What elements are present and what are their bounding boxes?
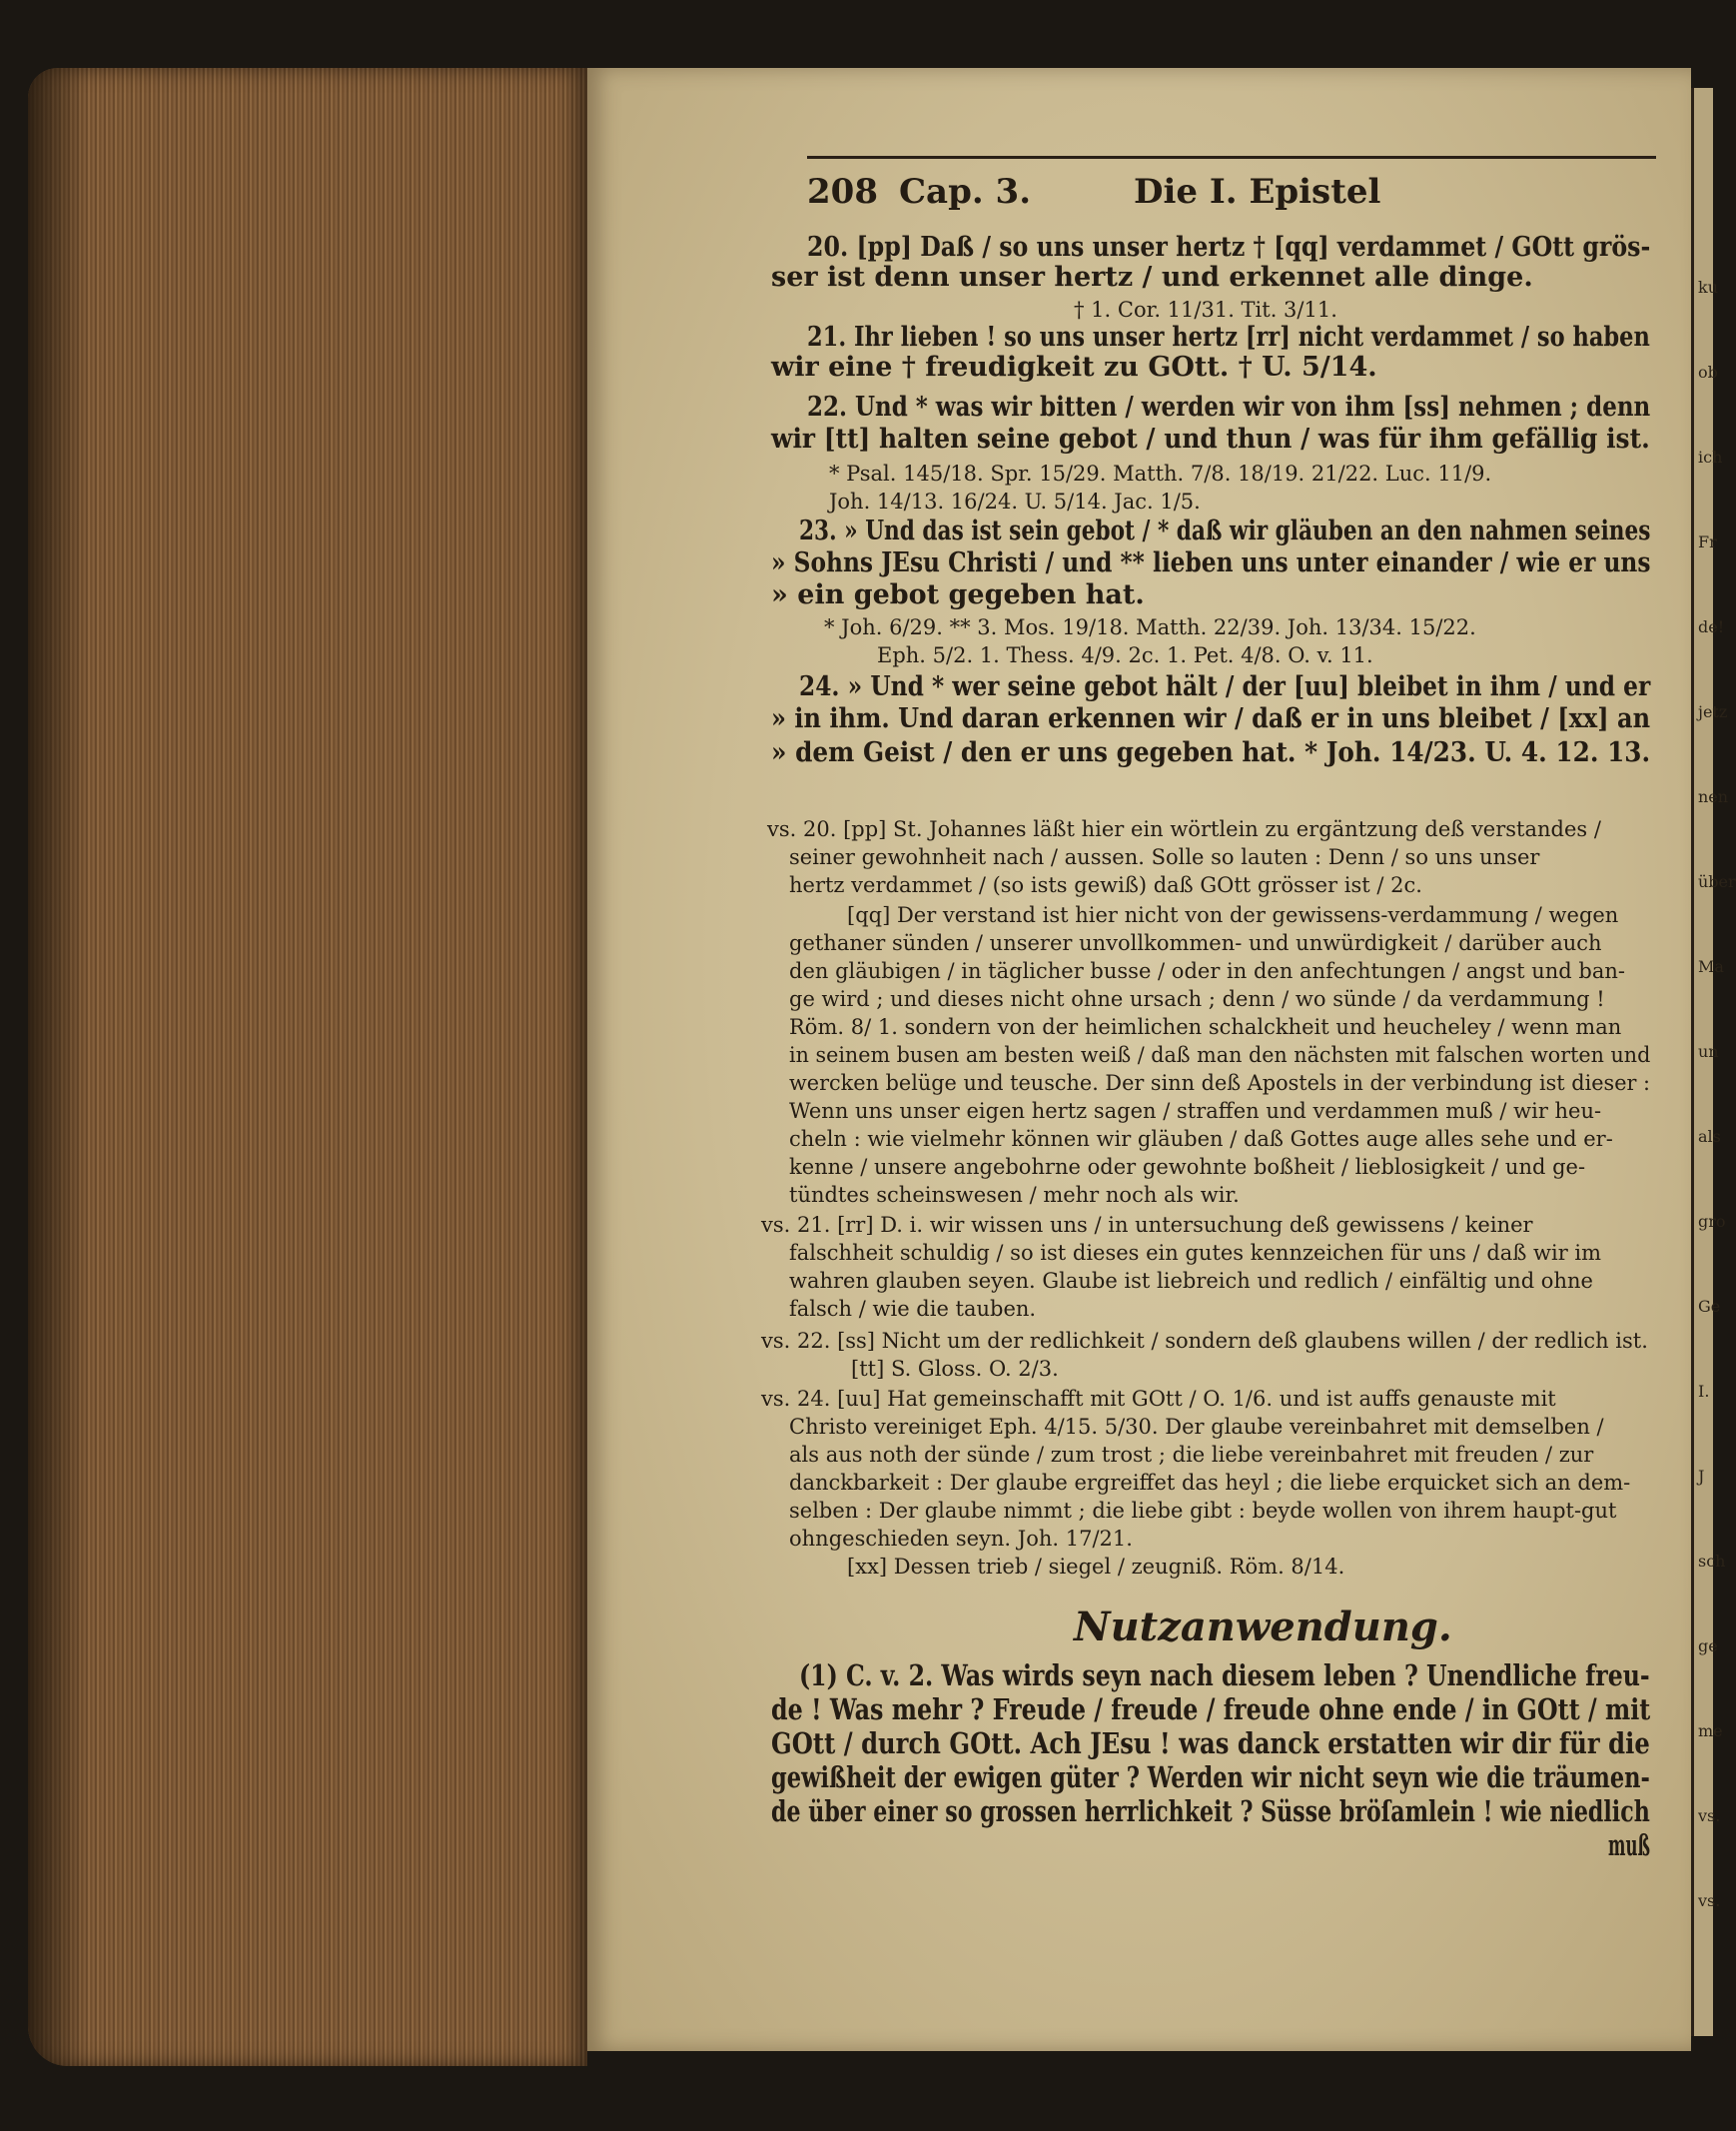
- section-title: Nutzanwendung.: [1074, 1603, 1452, 1650]
- commentary-line-25: selben : Der glaube nimmt ; die liebe gibt : beyde wollen von ihrem haupt-gut: [789, 1499, 1617, 1523]
- running-head: Die I. Epistel: [1134, 172, 1381, 212]
- verse-line-11: » Sohns JEsu Christi / und ** lieben uns unter einander / wie er uns: [771, 547, 1651, 578]
- commentary-line-7: ge wird ; und dieses nicht ohne ursach ; denn / wo sünde / da verdammung !: [789, 987, 1605, 1011]
- application-line-4: gewißheit der ewigen güter ? Werden wir nicht seyn wie die träumen-: [771, 1760, 1650, 1794]
- page-edge-stack: [28, 68, 587, 2066]
- commentary-line-4: [qq] Der verstand ist hier nicht von der gewissens-verdammung / wegen: [847, 903, 1619, 927]
- next-page-fragment: jetz: [1698, 702, 1728, 721]
- next-page-fragment: nen: [1698, 787, 1729, 806]
- verse-line-13: * Joh. 6/29. ** 3. Mos. 19/18. Matth. 22/39. Joh. 13/34. 15/22.: [824, 615, 1476, 639]
- commentary-line-13: kenne / unsere angebohrne oder gewohnte boßheit / lieblosigkeit / und ge-: [789, 1155, 1586, 1179]
- commentary-line-3: hertz verdammet / (so ists gewiß) daß GOtt grösser ist / 2c.: [789, 873, 1422, 897]
- next-page-fragment: ob: [1698, 363, 1718, 382]
- application-line-2: de ! Was mehr ? Freude / freude / freude ohne ende / in GOtt / mit: [771, 1692, 1651, 1726]
- next-page-fragment: ku: [1698, 278, 1718, 297]
- application-line-6: muß: [1608, 1828, 1650, 1862]
- verse-line-12: » ein gebot gegeben hat.: [771, 579, 1145, 610]
- next-page-fragment: Ma: [1698, 957, 1724, 976]
- commentary-line-19: vs. 22. [ss] Nicht um der redlichkeit / sondern deß glaubens willen / der redlich ist.: [761, 1329, 1648, 1353]
- application-line-5: de über einer so grossen herrlichkeit ? Süsse bröſamlein ! wie niedlich: [771, 1794, 1650, 1828]
- commentary-line-24: danckbarkeit : Der glaube ergreiffet das heyl ; die liebe erquicket sich an dem-: [789, 1471, 1631, 1495]
- next-page-fragment: als: [1698, 1127, 1721, 1146]
- commentary-line-17: wahren glauben seyen. Glaube ist liebreich und redlich / einfältig und ohne: [789, 1269, 1593, 1293]
- verse-line-10: 23. » Und das ist sein gebot / * daß wir gläuben an den nahmen seines: [799, 516, 1651, 546]
- next-page-fragment: ge: [1698, 1636, 1718, 1655]
- next-page-fragment: J: [1698, 1467, 1705, 1486]
- commentary-line-1: vs. 20. [pp] St. Johannes läßt hier ein wörtlein zu ergäntzung deß verstandes /: [767, 817, 1601, 841]
- commentary-line-21: vs. 24. [uu] Hat gemeinschafft mit GOtt / O. 1/6. und ist auffs genauste mit: [761, 1387, 1556, 1411]
- commentary-line-16: falschheit schuldig / so ist dieses ein gutes kennzeichen für uns / daß wir im: [789, 1241, 1602, 1265]
- commentary-line-6: den gläubigen / in täglicher busse / oder in den anfechtungen / angst und ban-: [789, 959, 1625, 983]
- next-page-fragment: über: [1698, 872, 1736, 891]
- verse-line-6: 22. Und * was wir bitten / werden wir von ihm [ss] nehmen ; denn: [807, 392, 1651, 423]
- commentary-line-23: als aus noth der sünde / zum trost ; die liebe vereinbahret mit freuden / zur: [789, 1443, 1594, 1467]
- next-page-fragment: I.: [1698, 1382, 1710, 1401]
- commentary-line-20: [tt] S. Gloss. O. 2/3.: [851, 1357, 1059, 1381]
- page-number: 208: [807, 172, 878, 212]
- verse-line-3: † 1. Cor. 11/31. Tit. 3/11.: [1074, 298, 1337, 322]
- next-page-strip: [1691, 88, 1736, 2036]
- header-rule: [807, 156, 1656, 159]
- verse-line-1: 20. [pp] Daß / so uns unser hertz † [qq] verdammet / GOtt grös-: [807, 232, 1651, 263]
- commentary-line-2: seiner gewohnheit nach / aussen. Solle so lauten : Denn / so uns unser: [789, 845, 1540, 869]
- next-page-fragment: sch: [1698, 1552, 1726, 1571]
- verse-line-16: » in ihm. Und daran erkennen wir / daß er in uns bleibet / [xx] an: [771, 703, 1651, 734]
- verse-line-15: 24. » Und * wer seine gebot hält / der [uu] bleibet in ihm / und er: [799, 671, 1651, 702]
- commentary-line-11: Wenn uns unser eigen hertz sagen / straffen und verdammen muß / wir heu-: [789, 1099, 1602, 1123]
- commentary-line-9: in seinem busen am besten weiß / daß man den nächsten mit falschen worten und: [789, 1043, 1651, 1067]
- verse-line-17: » dem Geist / den er uns gegeben hat. * Joh. 14/23. U. 4. 12. 13.: [771, 737, 1651, 768]
- commentary-line-14: tündtes scheinswesen / mehr noch als wir.: [789, 1183, 1240, 1207]
- verse-line-2: ser ist denn unser hertz / und erkennet alle dinge.: [771, 262, 1533, 293]
- commentary-line-15: vs. 21. [rr] D. i. wir wissen uns / in untersuchung deß gewissens / keiner: [761, 1213, 1533, 1237]
- commentary-line-26: ohngeschieden seyn. Joh. 17/21.: [789, 1527, 1133, 1551]
- verse-line-8: * Psal. 145/18. Spr. 15/29. Matth. 7/8. 18/19. 21/22. Luc. 11/9.: [829, 462, 1492, 486]
- next-page-fragment: me: [1698, 1721, 1723, 1740]
- commentary-line-27: [xx] Dessen trieb / siegel / zeugniß. Röm. 8/14.: [847, 1555, 1345, 1579]
- next-page-fragment: gro: [1698, 1212, 1726, 1231]
- verse-line-14: Eph. 5/2. 1. Thess. 4/9. 2c. 1. Pet. 4/8. O. v. 11.: [877, 643, 1373, 667]
- application-line-1: (1) C. v. 2. Was wirds seyn nach diesem leben ? Unendliche freu-: [799, 1658, 1650, 1692]
- verse-line-4: 21. Ihr lieben ! so uns unser hertz [rr] nicht verdammet / so haben: [807, 322, 1650, 353]
- commentary-line-5: gethaner sünden / unserer unvollkommen- und unwürdigkeit / darüber auch: [789, 931, 1602, 955]
- next-page-fragment: ich: [1698, 448, 1723, 467]
- next-page-fragment: vs.: [1698, 1806, 1721, 1825]
- next-page-fragment: Fr: [1698, 533, 1717, 551]
- commentary-line-22: Christo vereiniget Eph. 4/15. 5/30. Der glaube vereinbahret mit demselben /: [789, 1415, 1604, 1439]
- commentary-line-8: Röm. 8/ 1. sondern von der heimlichen schalckheit und heucheley / wenn man: [789, 1015, 1622, 1039]
- next-page-fragment: vs.: [1698, 1891, 1721, 1910]
- chapter-label: Cap. 3.: [899, 172, 1032, 212]
- verse-line-7: wir [tt] halten seine gebot / und thun / was für ihm gefällig ist.: [771, 424, 1650, 455]
- next-page-fragment: de!: [1698, 617, 1725, 636]
- commentary-line-12: cheln : wie vielmehr können wir gläuben / daß Gottes auge alles sehe und er-: [789, 1127, 1613, 1151]
- next-page-fragment: Ge: [1698, 1297, 1721, 1316]
- commentary-line-10: wercken belüge und teusche. Der sinn deß Apostels in der verbindung ist dieser :: [789, 1071, 1651, 1095]
- verse-line-5: wir eine † freudigkeit zu GOtt. † U. 5/14.: [771, 352, 1377, 383]
- application-line-3: GOtt / durch GOtt. Ach JEsu ! was danck erstatten wir dir für die: [771, 1726, 1650, 1760]
- commentary-line-18: falsch / wie die tauben.: [789, 1297, 1037, 1321]
- verse-line-9: Joh. 14/13. 16/24. U. 5/14. Jac. 1/5.: [829, 490, 1201, 514]
- next-page-fragment: un: [1698, 1042, 1719, 1061]
